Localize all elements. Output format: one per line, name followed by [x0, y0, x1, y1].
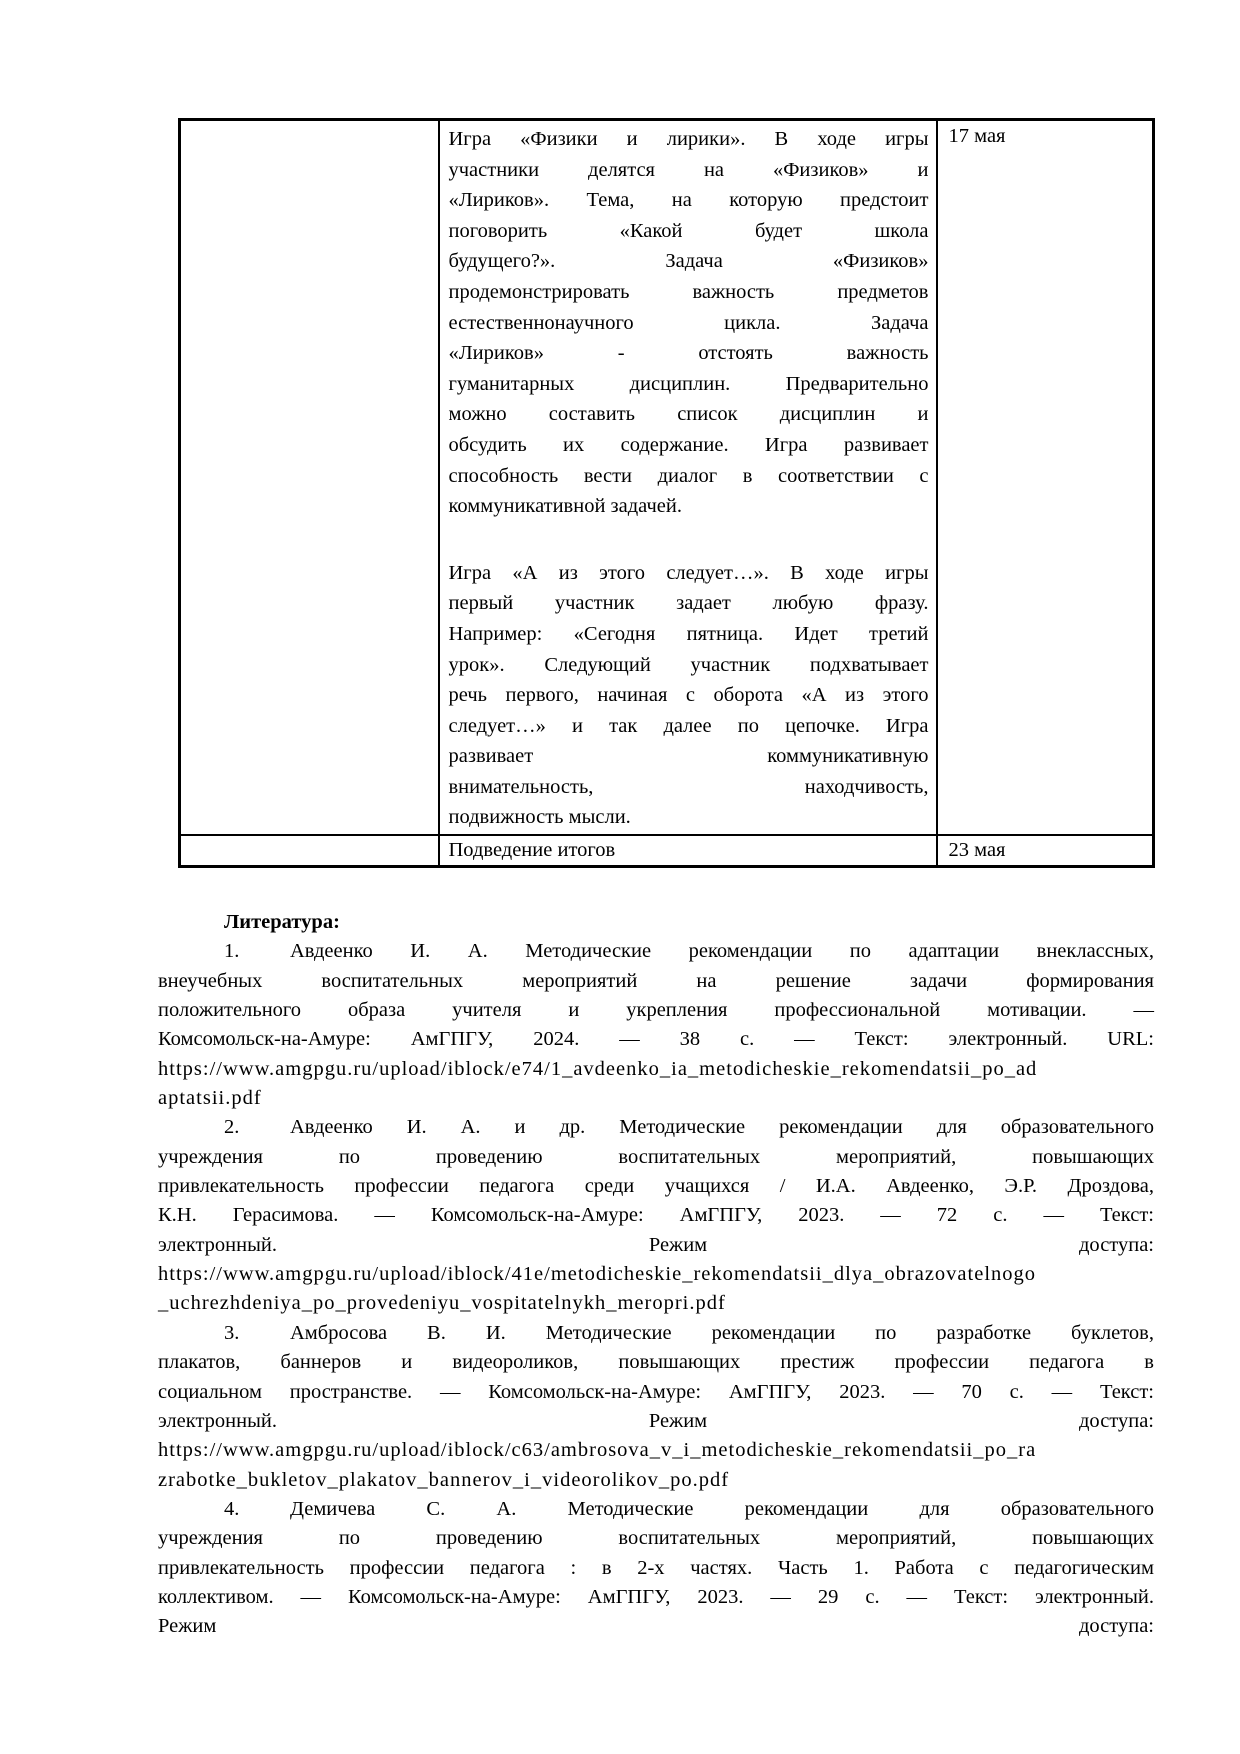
text-line: способность вести диалог в соответствии с — [448, 464, 929, 487]
table-cell-empty — [180, 835, 439, 867]
reference-url-line: https://www.amgpgu.ru/upload/iblock/c63/ambrosova_v_i_metodicheskie_rekomendatsii_po_ra — [158, 1439, 1037, 1462]
reference-line — [158, 1113, 1154, 1142]
text-line: естественнонаучного цикла. Задача — [448, 311, 929, 334]
literature-section — [158, 908, 1154, 1642]
text-line: Например: «Сегодня пятница. Идет третий — [448, 622, 929, 645]
reference-number: 3. — [224, 1321, 240, 1344]
reference-text: Демичева С. А. Методические рекомендации для образовательного — [290, 1497, 1154, 1520]
text-line: поговорить «Какой будет школа — [448, 219, 929, 242]
reference-line: плакатов, баннеров и видеороликов, повышающих престиж профессии педагога в — [158, 1351, 1154, 1374]
reference-text: Амбросова В. И. Методические рекомендации по разработке буклетов, — [290, 1321, 1154, 1344]
reference-url-line: _uchrezhdeniya_po_provedeniyu_vospitatelnykh_meropri.pdf — [158, 1292, 726, 1315]
text-line: обсудить их содержание. Игра развивает — [448, 433, 929, 456]
reference-line — [158, 1319, 1154, 1348]
reference-line: Комсомольск-на-Амуре: АмГПГУ, 2024. — 38 с. — Текст: электронный. URL: — [158, 1028, 1154, 1051]
reference-number: 4. — [224, 1497, 240, 1520]
text-line: урок». Следующий участник подхватывает — [448, 653, 929, 676]
text-line: коммуникативной задачей. — [448, 495, 682, 518]
text-line: внимательность, находчивость, — [448, 775, 929, 798]
reference-line: социальном пространстве. — Комсомольск-на-Амуре: АмГПГУ, 2023. — 70 с. — Текст: — [158, 1380, 1154, 1403]
text-line: развивает коммуникативную — [448, 745, 929, 768]
text-line: речь первого, начиная с оборота «А из этого — [448, 684, 929, 707]
reference-item-3 — [158, 1319, 1154, 1495]
reference-line — [158, 1495, 1154, 1524]
reference-line: К.Н. Герасимова. — Комсомольск-на-Амуре: АмГПГУ, 2023. — 72 с. — Текст: — [158, 1204, 1154, 1227]
table-cell-empty — [180, 120, 439, 836]
reference-line — [158, 937, 1154, 966]
reference-item-4 — [158, 1495, 1154, 1642]
table-row — [180, 835, 1154, 867]
text-line: следует…» и так далее по цепочке. Игра — [448, 714, 929, 737]
table-row — [180, 120, 1154, 836]
reference-line: положительного образа учителя и укрепления профессиональной мотивации. — — [158, 999, 1154, 1022]
reference-number: 1. — [224, 940, 240, 963]
reference-line: электронный. Режим доступа: — [158, 1233, 1154, 1256]
text-line: «Лириков». Тема, на которую предстоит — [448, 189, 929, 212]
reference-url-line: https://www.amgpgu.ru/upload/iblock/e74/1_avdeenko_ia_metodicheskie_rekomendatsii_po_ad — [158, 1057, 1038, 1080]
text-line: будущего?». Задача «Физиков» — [448, 250, 929, 273]
reference-text: Авдеенко И. А. Методические рекомендации по адаптации внеклассных, — [290, 940, 1154, 963]
reference-line: электронный. Режим доступа: — [158, 1409, 1154, 1432]
table-cell-activity — [439, 120, 937, 836]
table-cell-date — [937, 120, 1154, 836]
reference-line: привлекательность профессии педагога : в 2-х частях. Часть 1. Работа с педагогическим — [158, 1556, 1154, 1579]
text-line: гуманитарных дисциплин. Предварительно — [448, 372, 929, 395]
table-cell-activity — [439, 835, 937, 867]
text-line: участники делятся на «Физиков» и — [448, 158, 929, 181]
reference-url-line: aptatsii.pdf — [158, 1087, 262, 1110]
reference-url-line: zrabotke_bukletov_plakatov_bannerov_i_videorolikov_po.pdf — [158, 1468, 730, 1491]
reference-line: Режим доступа: — [158, 1615, 1154, 1638]
reference-line: привлекательность профессии педагога среди учащихся / И.А. Авдеенко, Э.Р. Дроздова, — [158, 1175, 1154, 1198]
reference-item-2 — [158, 1113, 1154, 1318]
activity-text: Подведение итогов — [448, 839, 616, 861]
reference-line: учреждения по проведению воспитательных мероприятий, повышающих — [158, 1527, 1154, 1550]
date-text: 23 мая — [948, 839, 1006, 861]
text-line: Игра «Физики и лирики». В ходе игры — [448, 128, 929, 150]
reference-line: внеучебных воспитательных мероприятий на решение задачи формирования — [158, 969, 1154, 992]
date-text: 17 мая — [948, 125, 1006, 147]
activity-paragraph-1 — [449, 124, 929, 522]
reference-line: коллективом. — Комсомольск-на-Амуре: АмГПГУ, 2023. — 29 с. — Текст: электронный. — [158, 1585, 1154, 1608]
reference-line: учреждения по проведению воспитательных мероприятий, повышающих — [158, 1145, 1154, 1168]
text-line: Игра «А из этого следует…». В ходе игры — [448, 561, 929, 584]
text-line: первый участник задает любую фразу. — [448, 592, 929, 615]
reference-text: Авдеенко И. А. и др. Методические рекомендации для образовательного — [290, 1116, 1154, 1139]
text-line: «Лириков» - отстоять важность — [448, 342, 929, 365]
reference-url-line: https://www.amgpgu.ru/upload/iblock/41e/metodicheskie_rekomendatsii_dlya_obrazovatelnogo — [158, 1263, 1037, 1286]
text-line: подвижность мысли. — [448, 806, 631, 829]
text-line: продемонстрировать важность предметов — [448, 280, 929, 303]
literature-heading: Литература: — [224, 911, 340, 933]
schedule-table — [178, 118, 1155, 868]
text-line: можно составить список дисциплин и — [448, 403, 929, 426]
activity-paragraph-2 — [449, 558, 929, 833]
reference-item-1 — [158, 937, 1154, 1113]
reference-number: 2. — [224, 1116, 240, 1139]
table-cell-date — [937, 835, 1154, 867]
